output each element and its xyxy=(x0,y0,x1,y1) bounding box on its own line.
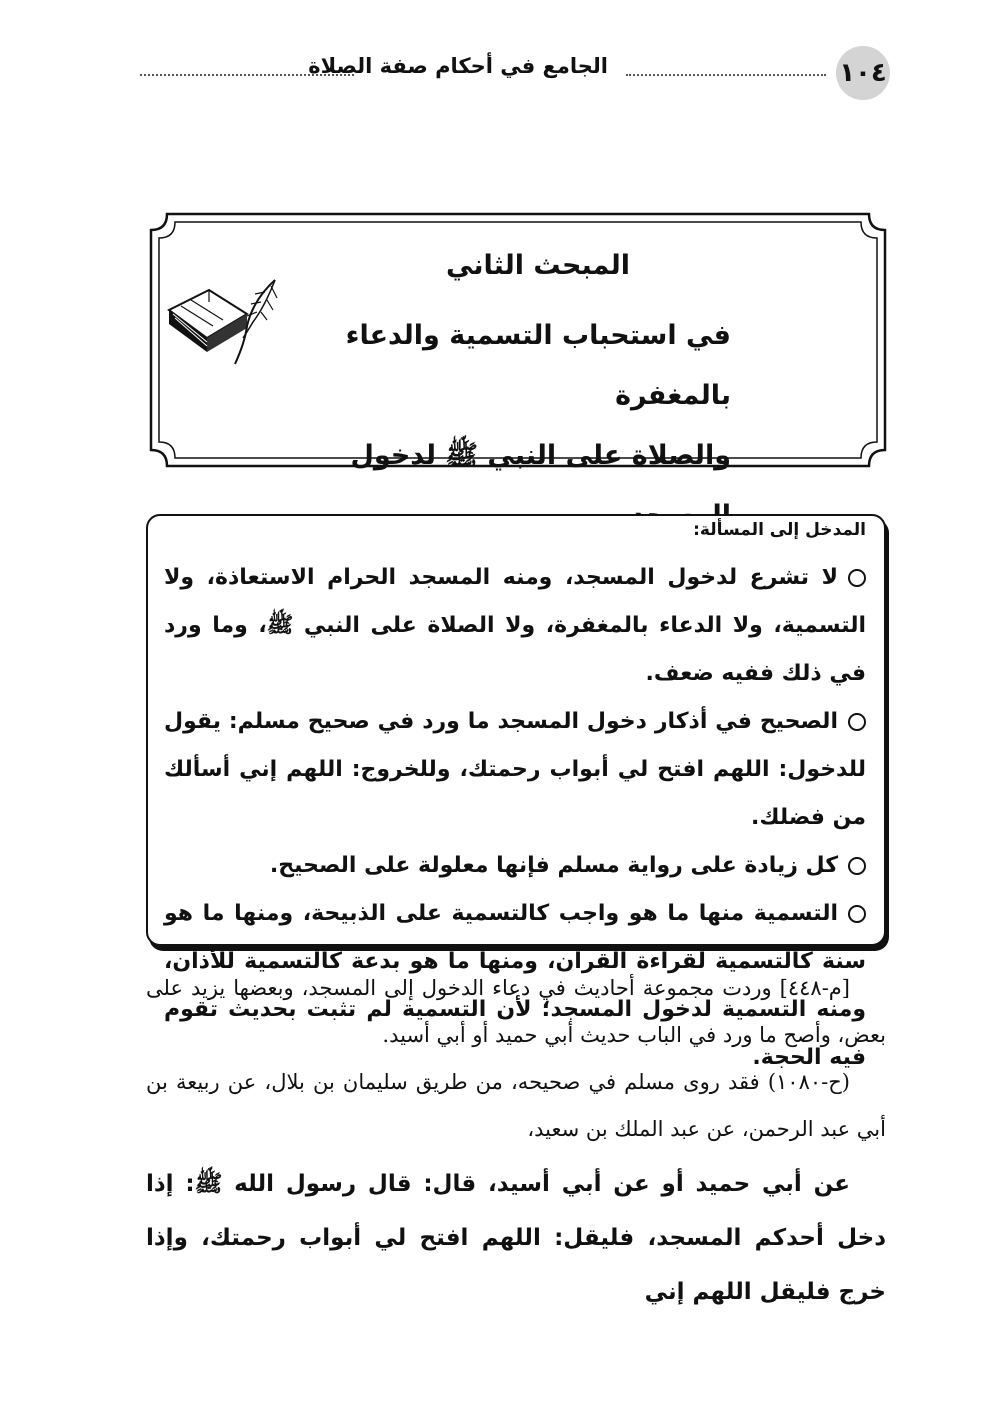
body-paragraph-2: (ح-١٠٨٠) فقد روى مسلم في صحيحه، من طريق سليمان بن بلال، عن ربيعة بن أبي عبد الرحمن، عن عبد الملك بن سعيد، xyxy=(146,1070,886,1141)
page-header xyxy=(140,46,890,96)
circle-bullet-icon xyxy=(848,905,866,923)
note-item-text: لا تشرع لدخول المسجد، ومنه المسجد الحرام الاستعاذة، ولا التسمية، ولا الدعاء بالمغفرة، ولا الصلاة على النبي ﷺ، وما ورد في ذلك ففيه ضعف. xyxy=(164,565,866,686)
note-item-text: التسمية منها ما هو واجب كالتسمية على الذبيحة، ومنها ما هو سنة كالتسمية لقراءة القرآن، ومنها ما هو بدعة كالتسمية للأذان، ومنه التسمية لدخول المسجد؛ لأن التسمية لم تثبت بحديث تقوم فيه الحجة. xyxy=(164,901,866,1070)
section-subtitle-line-2: والصلاة على النبي ﷺ لدخول xyxy=(350,440,731,471)
header-dotted-rule-right xyxy=(626,74,826,76)
section-title: المبحث الثاني xyxy=(446,250,630,281)
body-text xyxy=(146,965,886,1319)
running-title: الجامع في أحكام صفة الصلاة xyxy=(308,54,608,78)
section-subtitle-line-1: في استحباب التسمية والدعاء بالمغفرة xyxy=(345,320,731,411)
header-dotted-rule-left xyxy=(140,74,354,76)
note-heading: المدخل إلى المسألة: xyxy=(693,520,866,540)
circle-bullet-icon xyxy=(848,569,866,587)
page-number: ١٠٤ xyxy=(836,46,890,100)
hadith-text: عن أبي حميد أو عن أبي أسيد، قال: قال رسول الله ﷺ: إذا دخل أحدكم المسجد، فليقل: اللهم افتح لي أبواب رحمتك، وإذا خرج فليقل اللهم إني xyxy=(146,1171,886,1305)
note-item-text: الصحيح في أذكار دخول المسجد ما ورد في صحيح مسلم: يقول للدخول: اللهم افتح لي أبواب رحمتك، وللخروج: اللهم إني أسألك من فضلك. xyxy=(164,709,866,830)
note-item xyxy=(164,842,866,890)
circle-bullet-icon xyxy=(848,713,866,731)
note-item xyxy=(164,554,866,698)
body-paragraph-1: [م-٤٤٨] وردت مجموعة أحاديث في دعاء الدخول إلى المسجد، وبعضها يزيد على بعض، وأصح ما ورد في الباب حديث أبي حميد أو أبي أسيد. xyxy=(146,976,886,1047)
note-item xyxy=(164,698,866,842)
circle-bullet-icon xyxy=(848,857,866,875)
section-subtitle xyxy=(311,306,731,546)
note-item-text: كل زيادة على رواية مسلم فإنها معلولة على الصحيح. xyxy=(269,853,838,878)
book-and-quill-icon xyxy=(161,272,285,376)
section-title-frame xyxy=(145,208,891,472)
